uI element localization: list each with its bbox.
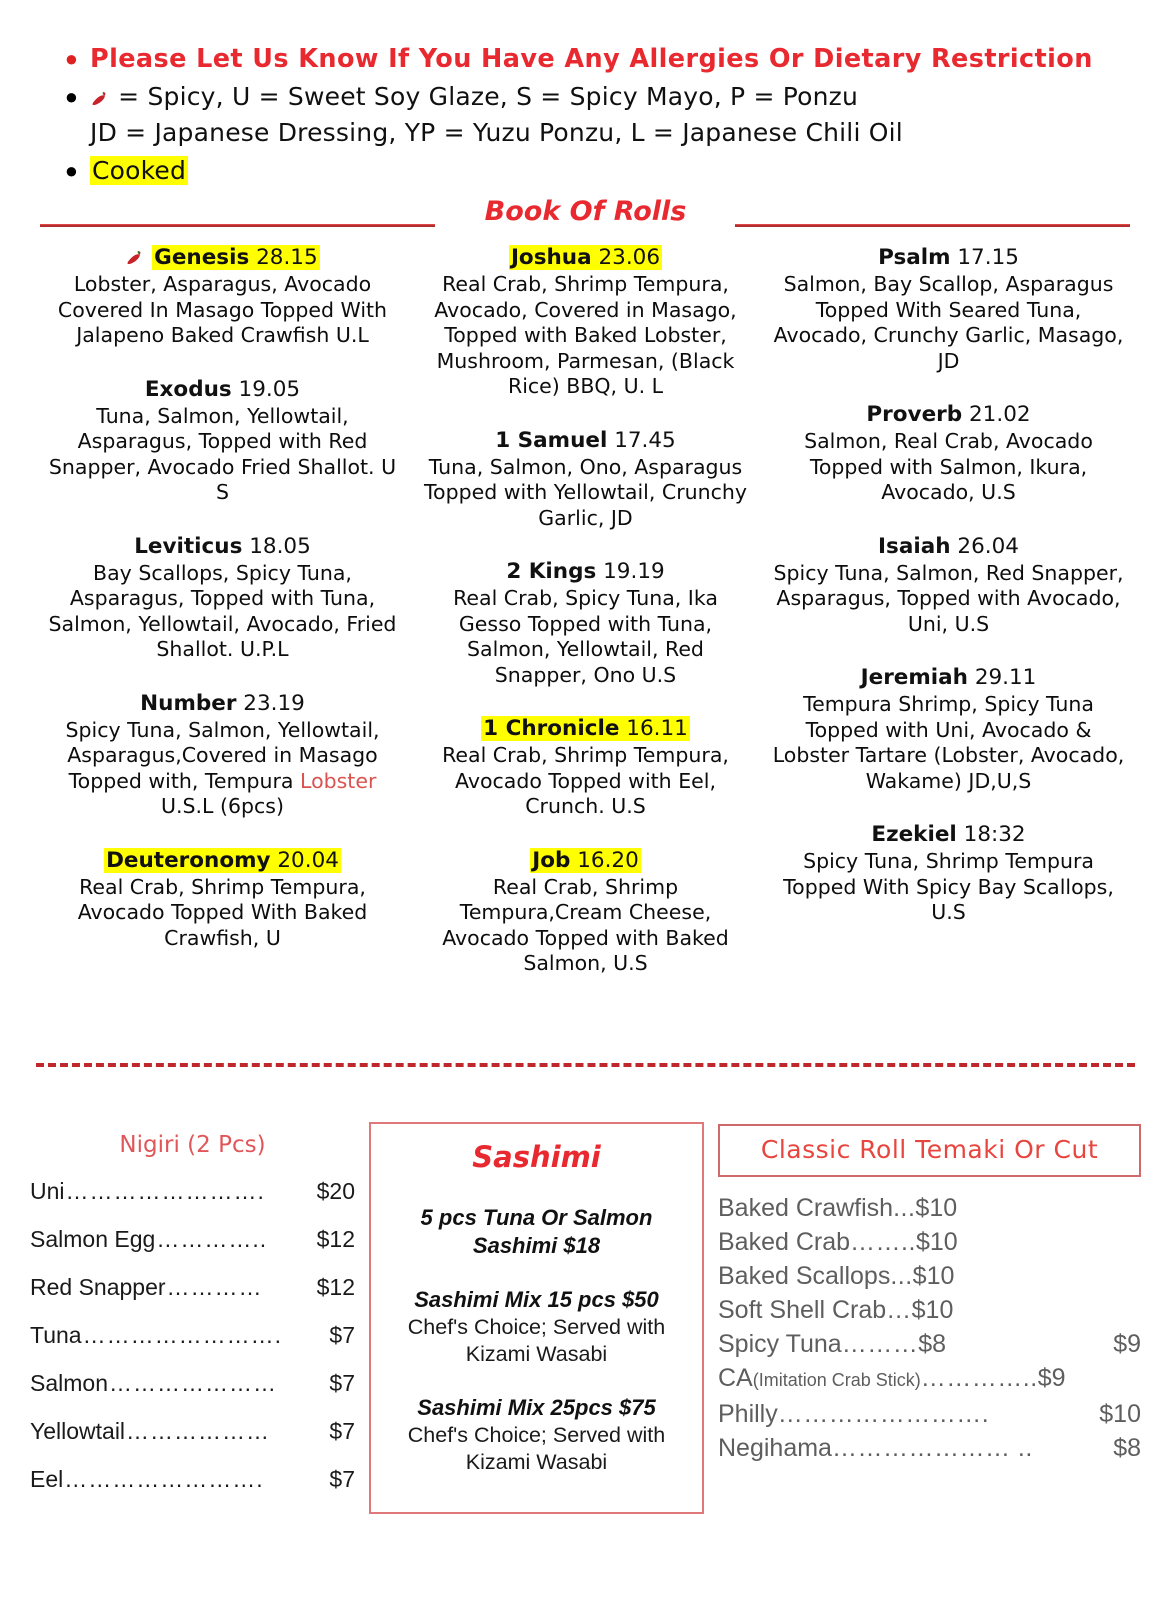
bullet-icon: ● xyxy=(64,46,78,71)
bullet-icon: ● xyxy=(64,84,78,109)
classic-roll-price: $10 xyxy=(915,1194,958,1222)
roll-description: Salmon, Bay Scallop, Asparagus Topped With Seared Tuna, Avocado, Crunchy Garlic, Masago, JD xyxy=(773,272,1124,373)
roll-item xyxy=(421,715,750,820)
roll-price: 26.04 xyxy=(957,533,1019,559)
classic-roll-row xyxy=(718,1191,1141,1225)
roll-price: 23.06 xyxy=(598,245,661,270)
cooked-note xyxy=(90,154,188,188)
roll-price: 23.19 xyxy=(243,690,305,716)
roll-item xyxy=(766,664,1131,794)
classic-roll-row xyxy=(718,1293,1141,1327)
note-legend-row xyxy=(40,80,1131,114)
classic-roll-header-label: Classic Roll Temaki Or Cut xyxy=(760,1135,1099,1164)
section-divider xyxy=(36,1063,1135,1067)
roll-title-line xyxy=(421,715,750,742)
classic-roll-price: $9 xyxy=(1037,1364,1066,1392)
roll-item xyxy=(421,427,750,532)
bullet-icon: ● xyxy=(64,158,78,183)
classic-roll-note: (Imitation Crab Stick) xyxy=(752,1370,921,1390)
roll-title-line xyxy=(40,376,405,403)
roll-price: 17.15 xyxy=(957,245,1019,270)
nigiri-price: $20 xyxy=(316,1178,355,1204)
classic-roll-price: $10 xyxy=(915,1228,958,1256)
roll-price: 18.05 xyxy=(249,533,311,559)
nigiri-row xyxy=(30,1272,355,1302)
sashimi-heading: Sashimi Mix 15 pcs $50 xyxy=(414,1287,659,1312)
note-legend-row-2 xyxy=(40,116,1131,150)
nigiri-row xyxy=(30,1224,355,1254)
roll-name: Psalm xyxy=(878,245,951,270)
roll-description: Real Crab, Shrimp Tempura, Avocado, Covered in Masago, Topped with Baked Lobster, Mushroom, Parmesan, (Black Rice) BBQ, U. L xyxy=(434,272,737,398)
roll-item xyxy=(766,244,1131,374)
classic-roll-label: Soft Shell Crab xyxy=(718,1296,887,1324)
legend-text-1: = Spicy, U = Sweet Soy Glaze, S = Spicy Mayo, P = Ponzu xyxy=(118,82,859,111)
leader-dots: ……………… xyxy=(126,1418,271,1444)
roll-name: Ezekiel xyxy=(871,822,957,847)
leader-dots: ... xyxy=(890,1262,913,1290)
roll-description: Real Crab, Shrimp Tempura, Avocado Topped with Eel, Crunch. U.S xyxy=(442,743,729,818)
leader-dots: …….. xyxy=(850,1228,916,1256)
roll-item xyxy=(421,558,750,688)
roll-description: Spicy Tuna, Salmon, Yellowtail, Asparagus,Covered in Masago Topped with, Tempura Lobster U.S.L (6pcs) xyxy=(65,717,380,818)
nigiri-title: Nigiri (2 Pcs) xyxy=(119,1132,266,1158)
nigiri-price: $12 xyxy=(316,1274,355,1300)
nigiri-row xyxy=(30,1320,355,1350)
rolls-column-right xyxy=(758,244,1139,1004)
roll-title-line xyxy=(421,244,750,271)
roll-description: Lobster, Asparagus, Avocado Covered In Masago Topped With Jalapeno Baked Crawfish U.L xyxy=(57,272,388,347)
nigiri-price: $12 xyxy=(316,1226,355,1252)
roll-price: 28.15 xyxy=(256,245,318,270)
classic-roll-label: Negihama xyxy=(718,1434,832,1462)
roll-item xyxy=(40,847,405,952)
roll-name: Deuteronomy xyxy=(106,847,271,873)
roll-title-line xyxy=(40,244,405,271)
roll-name: Leviticus xyxy=(134,533,243,559)
leader-dots: … xyxy=(886,1296,912,1324)
nigiri-price: $7 xyxy=(329,1322,355,1348)
roll-price: 16.20 xyxy=(577,847,639,873)
nigiri-label: Tuna xyxy=(30,1322,82,1348)
sashimi-heading: 5 pcs Tuna Or Salmon Sashimi $18 xyxy=(420,1205,653,1258)
leader-dots: ……………………. xyxy=(64,1466,264,1492)
roll-title-line xyxy=(421,558,750,585)
roll-description: Spicy Tuna, Shrimp Tempura Topped With Spicy Bay Scallops, U.S xyxy=(783,849,1114,924)
roll-title-highlight xyxy=(530,848,641,873)
book-of-rolls-header xyxy=(0,196,1171,242)
roll-title-line xyxy=(40,690,405,717)
chili-pepper-icon xyxy=(90,82,110,98)
allergy-note: Please Let Us Know If You Have Any Allergies Or Dietary Restriction xyxy=(90,44,1093,74)
classic-roll-label: Baked Crawfish xyxy=(718,1194,894,1222)
sashimi-title: Sashimi xyxy=(472,1140,601,1174)
classic-roll-row xyxy=(718,1225,1141,1259)
classic-roll-price-alt: $9 xyxy=(1113,1330,1141,1358)
sashimi-section xyxy=(369,1122,704,1514)
nigiri-row xyxy=(30,1416,355,1446)
roll-title-line xyxy=(40,847,405,874)
legend-line-1 xyxy=(90,80,858,114)
roll-name: Joshua xyxy=(510,245,592,270)
leader-dots: ………………… xyxy=(108,1370,277,1396)
classic-roll-row xyxy=(718,1431,1141,1465)
roll-description: Tempura Shrimp, Spicy Tuna Topped with Uni, Avocado & Lobster Tartare (Lobster, Avocado, Wakame) JD,U,S xyxy=(772,692,1125,793)
roll-item xyxy=(40,533,405,663)
roll-price: 17.45 xyxy=(614,427,676,453)
sashimi-subtext: Chef's Choice; Served with Kizami Wasabi xyxy=(407,1315,666,1366)
roll-price: 20.04 xyxy=(277,847,339,873)
roll-name: Number xyxy=(140,690,237,716)
classic-roll-section xyxy=(718,1110,1141,1514)
roll-name: Jeremiah xyxy=(860,665,968,690)
roll-item xyxy=(40,244,405,349)
nigiri-label: Salmon xyxy=(30,1370,108,1396)
roll-title-line xyxy=(766,401,1131,428)
roll-name: Genesis xyxy=(154,245,250,270)
leader-dots: ……………………. xyxy=(777,1400,990,1428)
roll-title-line xyxy=(40,533,405,560)
rolls-column-left xyxy=(32,244,413,1004)
roll-price: 18:32 xyxy=(963,822,1026,847)
roll-title-line xyxy=(766,664,1131,691)
page-title: Book Of Rolls xyxy=(484,196,687,227)
roll-description: Tuna, Salmon, Ono, Asparagus Topped with Yellowtail, Crunchy Garlic, JD xyxy=(423,454,747,530)
note-cooked-row xyxy=(40,154,1131,188)
cooked-label: Cooked xyxy=(92,156,187,185)
sashimi-block xyxy=(385,1286,688,1368)
rolls-column-middle xyxy=(413,244,758,1004)
header-notes xyxy=(0,0,1171,188)
classic-roll-row xyxy=(718,1361,1141,1397)
roll-item xyxy=(766,401,1131,506)
roll-title-line xyxy=(766,533,1131,560)
leader-dots: ……… xyxy=(841,1330,919,1358)
roll-title-highlight xyxy=(509,245,662,270)
nigiri-label: Eel xyxy=(30,1466,64,1492)
classic-roll-price: $8 xyxy=(918,1330,946,1358)
leader-dots: ... xyxy=(893,1194,916,1222)
roll-title-highlight xyxy=(104,848,341,873)
roll-title-line xyxy=(421,847,750,874)
nigiri-label: Salmon Egg xyxy=(30,1226,156,1252)
classic-roll-price: $10 xyxy=(911,1296,954,1324)
roll-description: Real Crab, Shrimp Tempura, Avocado Topped With Baked Crawfish, U xyxy=(77,874,368,950)
divider-right xyxy=(735,224,1130,227)
roll-price: 19.05 xyxy=(238,376,301,402)
classic-roll-label: CA xyxy=(718,1364,753,1392)
chili-pepper-icon xyxy=(125,246,145,262)
roll-name: 1 Samuel xyxy=(495,427,608,453)
nigiri-price: $7 xyxy=(329,1418,355,1444)
classic-roll-price: $10 xyxy=(912,1262,955,1290)
classic-roll-price: $10 xyxy=(1099,1400,1141,1428)
sashimi-block xyxy=(385,1394,688,1476)
roll-name: 1 Chronicle xyxy=(483,716,620,741)
roll-title-line xyxy=(421,427,750,454)
roll-title-line xyxy=(766,244,1131,271)
classic-roll-label: Spicy Tuna xyxy=(718,1330,842,1358)
roll-name: Job xyxy=(532,847,571,873)
roll-description: Bay Scallops, Spicy Tuna, Asparagus, Topped with Tuna, Salmon, Yellowtail, Avocado, Fried Shallot. U.P.L xyxy=(48,560,397,661)
classic-roll-label: Baked Crab xyxy=(718,1228,851,1256)
nigiri-row xyxy=(30,1176,355,1206)
leader-dots: ……………………. xyxy=(82,1322,282,1348)
roll-name: Proverb xyxy=(866,402,963,427)
roll-description: Spicy Tuna, Salmon, Red Snapper, Asparagus, Topped with Avocado, Uni, U.S xyxy=(773,560,1124,636)
leader-dots: ………… xyxy=(166,1274,263,1300)
sashimi-heading: Sashimi Mix 25pcs $75 xyxy=(417,1395,656,1420)
roll-item xyxy=(421,847,750,977)
nigiri-price: $7 xyxy=(329,1370,355,1396)
roll-item xyxy=(40,376,405,506)
leader-dots: ……………………. xyxy=(65,1178,265,1204)
roll-price: 16.11 xyxy=(626,716,688,741)
roll-price: 21.02 xyxy=(969,402,1031,427)
roll-description: Real Crab, Shrimp Tempura,Cream Cheese, Avocado Topped with Baked Salmon, U.S xyxy=(442,874,729,975)
roll-description-highlight: Lobster xyxy=(300,768,377,793)
sashimi-subtext: Chef's Choice; Served with Kizami Wasabi xyxy=(407,1423,666,1474)
roll-item xyxy=(766,821,1131,926)
roll-item xyxy=(766,533,1131,638)
classic-roll-row xyxy=(718,1397,1141,1431)
nigiri-price: $7 xyxy=(329,1466,355,1492)
roll-price: 19.19 xyxy=(603,559,665,584)
roll-title-line xyxy=(766,821,1131,848)
sashimi-block xyxy=(385,1204,688,1260)
classic-roll-header xyxy=(718,1124,1141,1177)
roll-title-highlight xyxy=(481,716,690,741)
classic-roll-label: Baked Scallops xyxy=(718,1262,891,1290)
roll-description: Salmon, Real Crab, Avocado Topped with Salmon, Ikura, Avocado, U.S xyxy=(804,429,1093,504)
roll-price: 29.11 xyxy=(974,665,1037,690)
legend-line-2: JD = Japanese Dressing, YP = Yuzu Ponzu, L = Japanese Chili Oil xyxy=(90,118,903,147)
classic-roll-label: Philly xyxy=(718,1400,778,1428)
classic-roll-list xyxy=(718,1191,1141,1465)
note-allergy-row xyxy=(40,42,1131,76)
nigiri-label: Yellowtail xyxy=(30,1418,126,1444)
nigiri-label: Uni xyxy=(30,1178,65,1204)
roll-name: 2 Kings xyxy=(506,559,597,584)
bottom-sections xyxy=(0,1110,1171,1514)
nigiri-list xyxy=(30,1176,355,1494)
leader-dots: ………….. xyxy=(920,1364,1038,1392)
roll-description: Tuna, Salmon, Yellowtail, Asparagus, Topped with Red Snapper, Avocado Fried Shallot. U S xyxy=(48,403,397,504)
roll-item xyxy=(40,690,405,820)
sashimi-list xyxy=(385,1204,688,1476)
roll-title-highlight xyxy=(152,245,320,270)
nigiri-section xyxy=(30,1110,355,1514)
nigiri-label: Red Snapper xyxy=(30,1274,166,1300)
roll-description: Real Crab, Spicy Tuna, Ika Gesso Topped with Tuna, Salmon, Yellowtail, Red Snapper, Ono U.S xyxy=(453,586,718,687)
nigiri-row xyxy=(30,1464,355,1494)
roll-name: Exodus xyxy=(144,376,232,402)
rolls-grid xyxy=(0,244,1171,1004)
classic-roll-row xyxy=(718,1327,1141,1361)
leader-dots: ………………… .. xyxy=(831,1434,1033,1462)
nigiri-row xyxy=(30,1368,355,1398)
roll-name: Isaiah xyxy=(878,533,951,559)
classic-roll-row xyxy=(718,1259,1141,1293)
leader-dots: ………….. xyxy=(156,1226,268,1252)
roll-item xyxy=(421,244,750,400)
classic-roll-price: $8 xyxy=(1113,1434,1141,1462)
